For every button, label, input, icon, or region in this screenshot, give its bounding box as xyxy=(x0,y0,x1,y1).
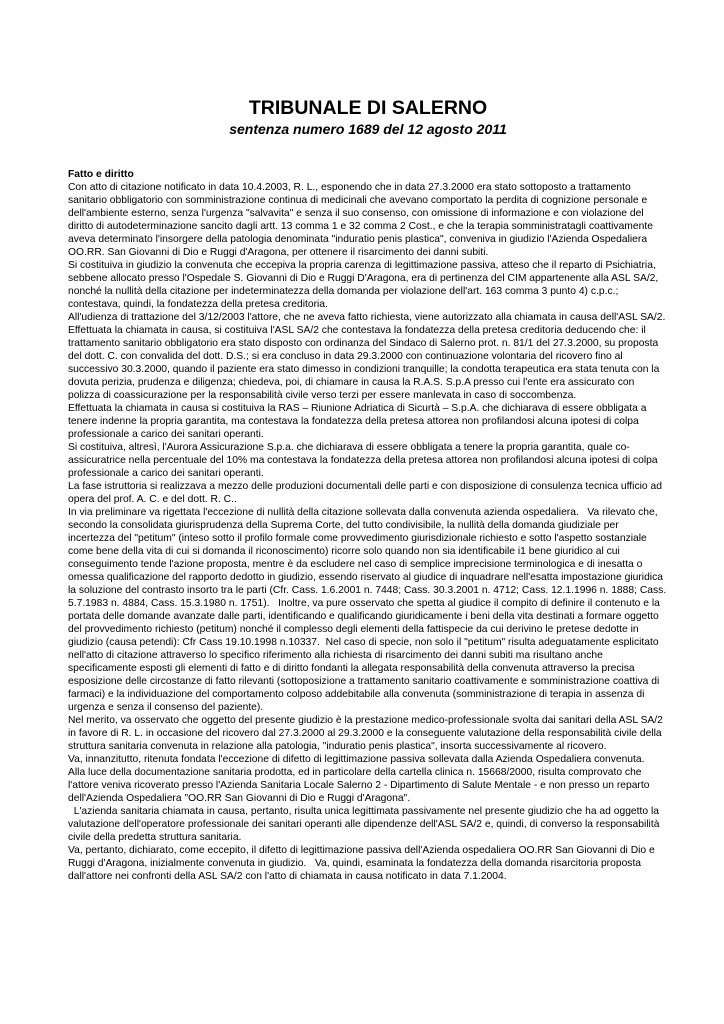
paragraph-3: All'udienza di trattazione del 3/12/2003 l'attore, che ne aveva fatto richiesta, viene autorizzato alla chiamata in causa dell'ASL SA/2. Effettuata la chiamata in causa, si costituiva l'ASL SA/2 che contestava la fondatezza della pretesa creditoria deducendo che: il trattamento sanitario obbligatorio era stato disposto con ordinanza del Sindaco di Salerno prot. n. 81/1 del 27.3.2000, su proposta del dott. C. con convalida del dott. D.S.; si era concluso in data 29.3.2000 con continuazione volontaria del ricovero fino al successivo 30.3.2000, quando il paziente era stato dimesso in condizioni tranquille; la condotta terapeutica era stata tenuta con la dovuta perizia, prudenza e diligenza; chiedeva, poi, di chiamare in causa la R.A.S. S.p.A presso cui l'ente era assicurato con polizza di coassicurazione per la responsabilità civile verso terzi per essere manlevata in caso di soccombenza. xyxy=(68,312,672,401)
paragraph-11: Va, pertanto, dichiarato, come eccepito, il difetto di legittimazione passiva dell'Azienda ospedaliera OO.RR San Giovanni di Dio e Ruggi d'Aragona, inizialmente convenuta in giudizio. Va, quindi, esaminata la fondatezza della domanda risarcitoria proposta dall'attore nei confronti della ASL SA/2 con l'atto di chiamata in causa notificato in data 7.1.2004. xyxy=(68,845,658,882)
paragraph-1: Con atto di citazione notificato in data 10.4.2003, R. L., esponendo che in data 27.3.2000 era stato sottoposto a trattamento sanitario obbligatorio con somministrazione continua di medicinali che avevano comportato la perdita di cognizione personale e dell'ambiente esterno, senza l'urgenza "salvavita" e senza il suo consenso, con omissione di informazione e con violazione del diritto di autodeterminazione sancito dagli artt. 13 comma 1 e 32 comma 2 Cost., e che la terapia somministratagli coattivamente aveva determinato l'insorgere della patologia denominata "induratio penis plastica", conveniva in giudizio l'Azienda Ospedaliera OO.RR. San Giovanni di Dio e Ruggi d'Aragona, per ottenere il risarcimento dei danni subiti. xyxy=(68,182,656,258)
paragraph-5: Si costituiva, altresì, l'Aurora Assicurazione S.p.a. che dichiarava di essere obbligata a tenere la propria garantita, quale co-assicuratrice nella percentuale del 10% ma contestava la fondatezza della pretesa attorea non profilandosi alcuna ipotesi di colpa professionale a carico dei sanitari operanti. xyxy=(68,442,661,479)
paragraph-7: In via preliminare va rigettata l'eccezione di nullità della citazione sollevata dalla convenuta azienda ospedaliera. Va rilevato che, secondo la consolidata giurisprudenza della Suprema Corte, del tutto condivisibile, la nullità della domanda giudiziale per incertezza del "petitum" (inteso sotto il profilo formale come provvedimento giurisdizionale richiesto e sotto l'aspetto sostanziale come bene della vita di cui si domanda il riconoscimento) ricorre solo quando non sia identificabile i1 bene giuridico al cui conseguimento tende l'azione proposta, mentre è da escludere nel caso di semplice imprecisione terminologica e di inesatta o omessa qualificazione del rapporto dedotto in giudizio, essendo riservato al giudice di inquadrare nell'esatta impostazione giuridica la soluzione del contrasto insorto tra le parti (Cfr. Cass. 1.6.2001 n. 7448; Cass. 30.3.2001 n. 4712; Cass. 12.1.1996 n. 1888; Cass. 5.7.1983 n. 4884, Cass. 15.3.1980 n. 1751). Inoltre, va pure osservato che spetta al giudice il compito di definire il contenuto e la portata delle domande avanzate dalle parti, identificando e qualificando giuridicamente i beni della vita destinati a formare oggetto del provvedimento richiesto (petitum) nonché il complesso degli elementi della fattispecie da cui derivino le pretese dedotte in giudizio (causa petendi): Cfr Cass 19.10.1998 n.10337. Nel caso di specie, non solo il "petitum" risulta adeguatamente esplicitato nell'atto di citazione attraverso lo specifico riferimento alla richiesta di risarcimento dei danni subiti ma risultano anche specificamente esposti gli elementi di fatto e di diritto fondanti la allegata responsabilità della convenuta attraverso la precisa esposizione delle circostanze di fatto rilevanti (sottoposizione a trattamento sanitario coattivamente e somministrazione coattiva di farmaci) e la individuazione del comportamento colposo addebitabile alla convenuta (somministrazione di terapia in assenza di urgenza e senza il consenso del paziente). xyxy=(68,507,670,713)
paragraph-8: Nel merito, va osservato che oggetto del presente giudizio è la prestazione medico-professionale svolta dai sanitari della ASL SA/2 in favore di R. L. in occasione del ricovero dal 27.3.2000 al 29.3.2000 e la conseguente valutazione della responsabilità civile della struttura sanitaria convenuta in relazione alla patologia, "induratio penis plastica", insorta successivamente al ricovero. xyxy=(68,715,666,752)
document-subtitle: sentenza numero 1689 del 12 agosto 2011 xyxy=(229,121,507,137)
document-page xyxy=(68,96,672,883)
document-title: TRIBUNALE DI SALERNO xyxy=(248,97,488,119)
paragraph-10: L'azienda sanitaria chiamata in causa, pertanto, risulta unica legittimata passivamente nel presente giudizio che ha ad oggetto la valutazione dell'operatore professionale dei sanitari operanti alle dipendenze dell'ASL SA/2 e, quindi, di converso la responsabilità civile della predetta struttura sanitaria. xyxy=(68,806,663,843)
section-heading: Fatto e diritto xyxy=(68,169,134,180)
paragraph-6: La fase istruttoria si realizzava a mezzo delle produzioni documentali delle parti e con disposizione di consulenza tecnica ufficio ad opera del prof. A. C. e del dott. R. C.. xyxy=(68,481,665,505)
paragraph-9: Va, innanzitutto, ritenuta fondata l'eccezione di difetto di legittimazione passiva sollevata dalla Azienda Ospedaliera convenuta. Alla luce della documentazione sanitaria prodotta, ed in particolare della cartella clinica n. 15668/2000, risulta comprovato che l'attore veniva ricoverato presso l'Azienda Sanitaria Locale Salerno 2 - Dipartimento di Salute Mentale - e non presso un reparto dell'Azienda Ospedaliera "OO.RR San Giovanni di Dio e Ruggi d'Aragona". xyxy=(68,754,653,804)
paragraph-4: Effettuata la chiamata in causa si costituiva la RAS – Riunione Adriatica di Sicurtà – S.p.A. che dichiarava di essere obbligata a tenere indenne la propria garantita, ma contestava la fondatezza della pretesa attorea non profilandosi alcuna ipotesi di colpa professionale a carico dei sanitari operanti. xyxy=(68,403,650,440)
paragraph-2: Si costituiva in giudizio la convenuta che eccepiva la propria carenza di legittimazione passiva, atteso che il reparto di Psichiatria, sebbene allocato presso l'Ospedale S. Giovanni di Dio e Ruggi D'Aragona, era di pertinenza del CIM appartenente alla ASL SA/2, nonché la nullità della citazione per indeterminatezza della domanda per violazione dell'art. 163 comma 3 punto 4) c.p.c.; contestava, quindi, la fondatezza della pretesa creditoria. xyxy=(68,260,662,310)
